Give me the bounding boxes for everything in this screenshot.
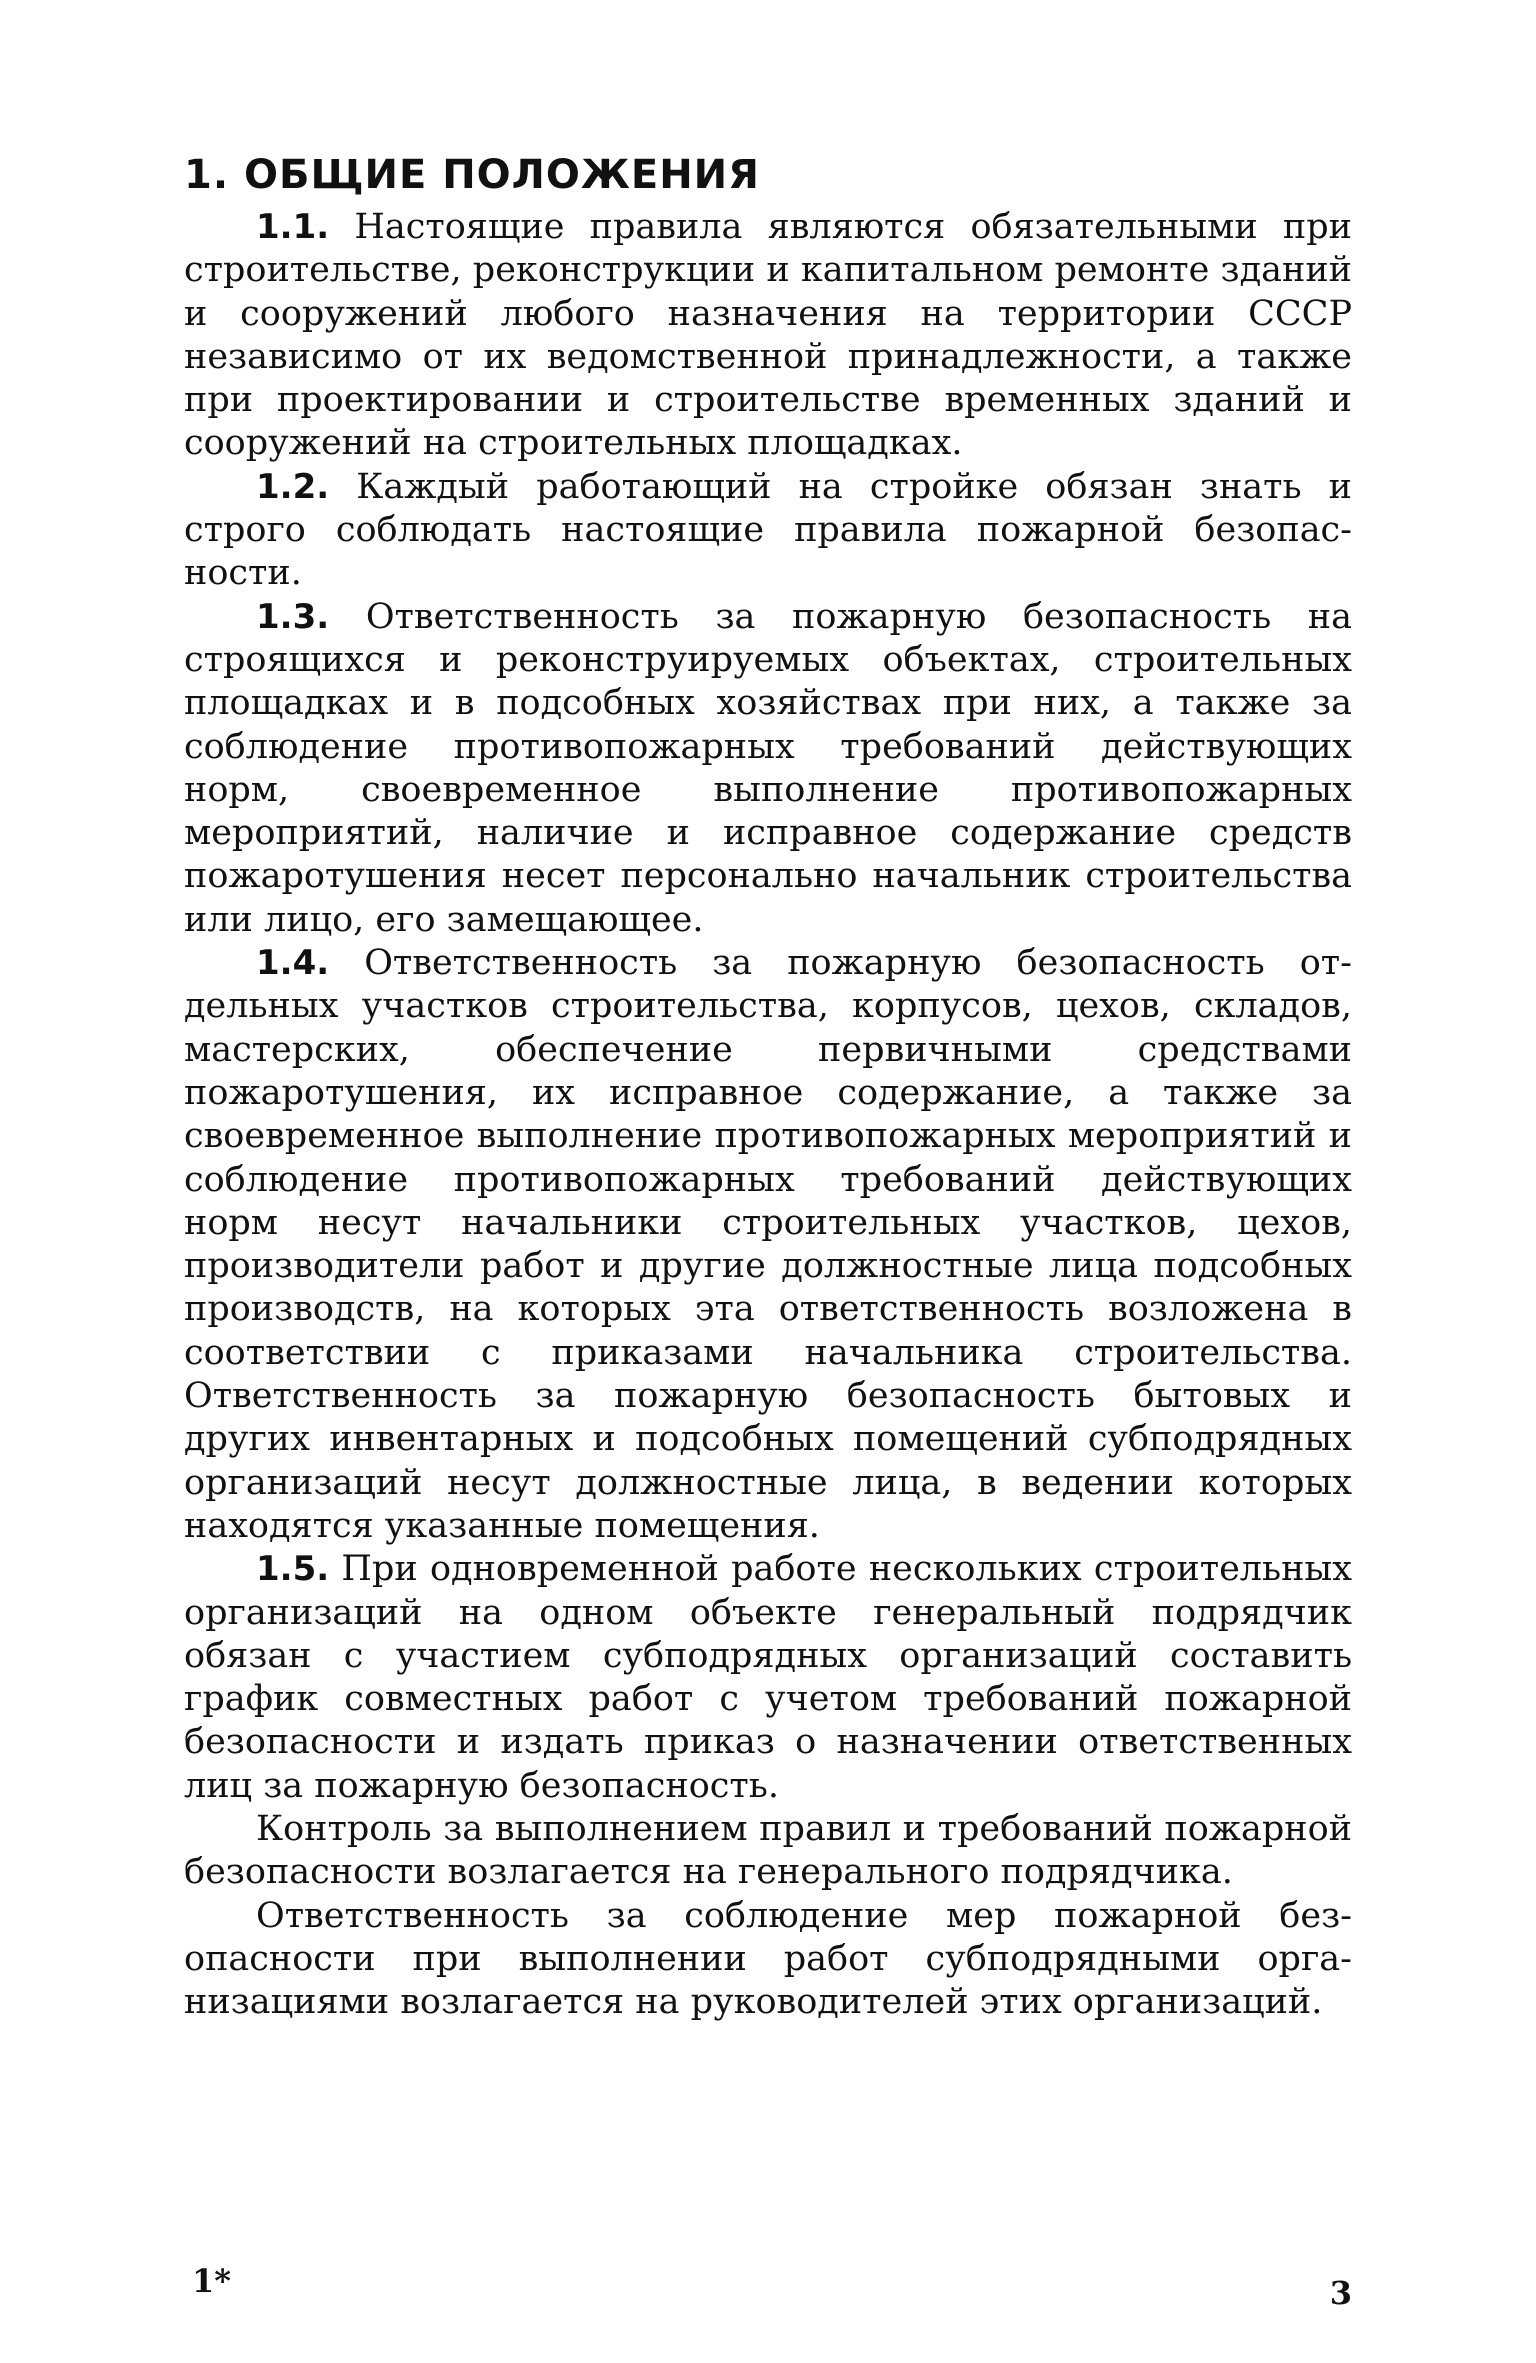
paragraph-number: 1.5. xyxy=(256,1549,330,1590)
section-heading: 1. ОБЩИЕ ПОЛОЖЕНИЯ xyxy=(184,152,760,198)
paragraph-1-2 xyxy=(184,466,1352,596)
paragraph-text: При одновременной работе нескольких строительных организаций на одном объекте генеральный подрядчик обязан с участием субподрядных организаций составить график совместных работ с учетом требований пожарной безопасности и издать приказ о назначении ответственных лиц за пожарную безопасность. xyxy=(184,1549,1352,1806)
document-page xyxy=(184,150,1352,2312)
paragraph-1-3 xyxy=(184,596,1352,942)
signature-mark: 1* xyxy=(192,2262,231,2300)
paragraph-control xyxy=(184,1808,1352,1895)
paragraph-text: Ответственность за пожарную безопасность на строящихся и реконструируемых объектах, строительных площадках и в подсобных хозяйствах при них, а также за соблюдение противопожарных требований действующих норм, своевременное выполнение противопожарных мероприятий, наличие и исправное содержание средств пожаротушения несет персонально начальник строительства или лицо, его замещающее. xyxy=(184,596,1352,940)
paragraph-number: 1.2. xyxy=(256,466,330,507)
paragraph-1-1 xyxy=(184,206,1352,466)
page-footer xyxy=(184,2262,1352,2312)
paragraph-number: 1.4. xyxy=(256,943,330,984)
paragraph-responsibility xyxy=(184,1895,1352,2025)
paragraph-text: Ответственность за соблюдение мер пожарной безопасности при выполнении работ субподрядными организациями возлагается на руководителей этих организаций. xyxy=(184,1895,1352,2023)
page-number: 3 xyxy=(1329,2274,1352,2312)
paragraph-1-5 xyxy=(184,1548,1352,1808)
paragraph-text: Настоящие правила являются обязательными при строительстве, реконструкции и капитальном ремонте зданий и сооружений любого назначения на территории СССР независимо от их ведомственной принадлежности, а также при проектировании и строительстве временных зданий и сооружений на строительных площадках. xyxy=(184,207,1352,464)
paragraph-text: Ответственность за пожарную безопасность отдельных участков строительства, корпусов, цехов, складов, мастерских, обеспечение первичными средствами пожаротушения, их исправное содержание, а также за своевременное выполнение противопожарных мероприятий и соблюдение противопожарных требований действующих норм несут начальники строительных участков, цехов, производители работ и другие должностные лица подсобных производств, на которых эта ответственность возложена в соответствии с приказами начальника строительства. Ответственность за пожарную безопасность бытовых и других инвентарных и подсобных помещений субподрядных организаций несут должностные лица, в ведении которых находятся указанные помещения. xyxy=(184,943,1352,1546)
paragraph-text: Каждый работающий на стройке обязан знать и строго соблюдать настоящие правила пожарной безопасности. xyxy=(184,466,1352,594)
paragraph-number: 1.3. xyxy=(256,596,330,637)
paragraph-number: 1.1. xyxy=(256,207,330,247)
paragraph-1-4 xyxy=(184,942,1352,1548)
paragraph-text: Контроль за выполнением правил и требований пожарной безопасности возлагается на генерального подрядчика. xyxy=(184,1808,1352,1893)
